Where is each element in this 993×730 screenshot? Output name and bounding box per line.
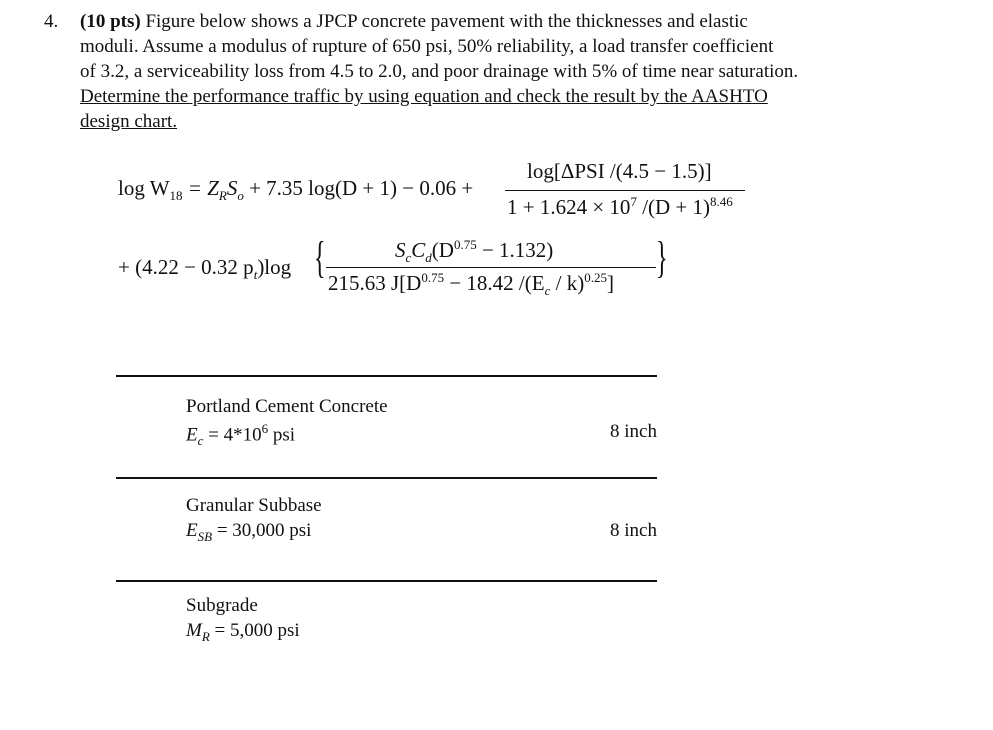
layer-1-val: = 4*10	[203, 424, 262, 446]
num2-tail: − 1.132)	[476, 238, 554, 262]
layer-2-name: Granular Subbase	[186, 495, 322, 516]
layer-top-line	[116, 375, 657, 377]
line2-prefix: + (4.22 − 0.32 p	[118, 255, 254, 279]
log-w: log W	[118, 176, 170, 200]
layer-3-modulus	[186, 620, 300, 645]
layer-2-sub: SB	[197, 528, 213, 544]
layer-3-val: = 5,000 psi	[209, 620, 300, 641]
question-line-4: Determine the performance traffic by using equation and check the result by the AASHTO	[80, 86, 768, 107]
den2-part-c: / k)	[550, 271, 585, 295]
fraction1-bar	[505, 190, 745, 191]
layer-2-thickness: 8 inch	[610, 520, 657, 541]
so-sub: o	[237, 188, 244, 204]
question-line-2: moduli. Assume a modulus of rupture of 650 psi, 50% reliability, a load transfer coefficient	[80, 36, 774, 57]
layer-3-sym: M	[186, 620, 202, 641]
equation-lhs	[118, 176, 473, 204]
layer-3-sub: R	[201, 628, 210, 644]
layer-2-val: = 30,000 psi	[212, 520, 312, 541]
question-number: 4.	[44, 11, 59, 32]
num2-exp: 0.75	[453, 237, 477, 252]
layer-1-modulus	[186, 421, 295, 449]
num2-sub-d: d	[425, 250, 432, 266]
den2-exp2: 0.25	[584, 270, 607, 285]
den1-part-b: /(D + 1)	[636, 195, 711, 219]
fraction2-numerator	[395, 237, 553, 266]
fraction1-denominator	[507, 194, 733, 220]
layer-1-exp: 6	[261, 421, 269, 436]
den2-exp: 0.75	[421, 270, 445, 285]
num2-sub-c: c	[405, 250, 412, 266]
left-brace: {	[314, 233, 326, 282]
den2-sub: c	[544, 283, 551, 299]
line2-mid: )log	[257, 255, 292, 279]
points-label: (10 pts)	[80, 11, 141, 32]
layer-2-bottom-line	[116, 580, 657, 582]
w18-sub: 18	[169, 188, 183, 204]
eq-zr: = Z	[182, 176, 219, 200]
num2-c: C	[411, 238, 426, 262]
right-brace: }	[656, 233, 668, 282]
question-text-1: Figure below shows a JPCP concrete pavement with the thicknesses and elastic	[145, 11, 748, 32]
layer-1-name: Portland Cement Concrete	[186, 396, 388, 417]
layer-3-name: Subgrade	[186, 595, 258, 616]
den2-part-b: − 18.42 /(E	[444, 271, 545, 295]
equation-line2-prefix	[118, 255, 291, 283]
fraction1-numerator: log[ΔPSI /(4.5 − 1.5)]	[527, 159, 712, 183]
den1-exp2: 8.46	[710, 194, 733, 209]
den2-part-a: 215.63 J[D	[328, 271, 422, 295]
layer-1-thickness: 8 inch	[610, 421, 657, 442]
layer-1-sub: c	[197, 433, 204, 449]
layer-2-modulus	[186, 520, 311, 545]
question-line-1	[80, 9, 748, 34]
layer-1-unit: psi	[268, 424, 296, 446]
num2-d: (D	[431, 238, 454, 262]
so: S	[226, 176, 238, 200]
fraction2-denominator	[328, 270, 614, 299]
den2-close: ]	[606, 271, 614, 295]
fraction2-bar	[326, 267, 656, 268]
zr-sub: R	[218, 188, 227, 204]
den1-part-a: 1 + 1.624 × 10	[507, 195, 631, 219]
layer-2-sym: E	[186, 520, 198, 541]
layer-1-bottom-line	[116, 477, 657, 479]
den1-exp: 7	[630, 194, 637, 209]
pt-sub: t	[253, 267, 258, 283]
question-line-5: design chart.	[80, 111, 178, 132]
eq-part2: + 7.35 log(D + 1) − 0.06 +	[243, 176, 474, 200]
layer-1-sym: E	[186, 424, 198, 446]
num2-s: S	[395, 238, 406, 262]
question-line-3: of 3.2, a serviceability loss from 4.5 to 2.0, and poor drainage with 5% of time near saturation.	[80, 61, 799, 82]
